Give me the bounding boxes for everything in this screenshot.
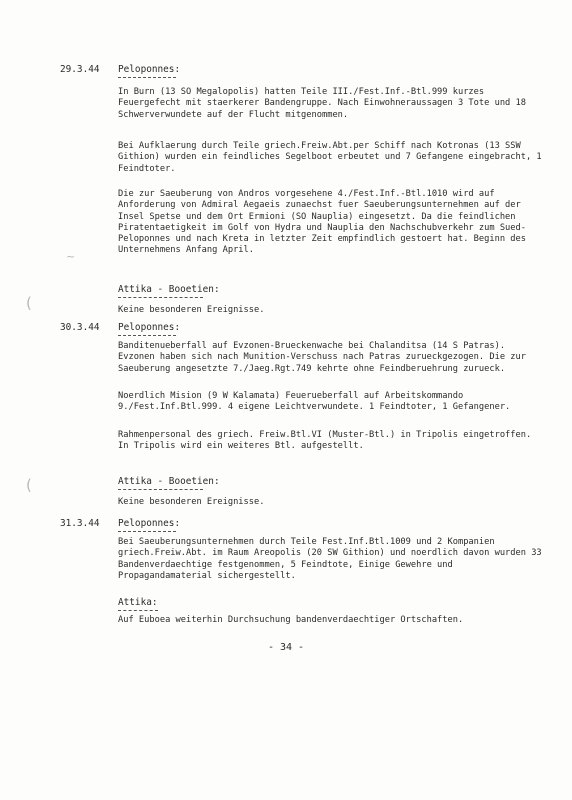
- section-heading: Attika - Booetien:: [118, 476, 220, 487]
- paragraph: Rahmenpersonal des griech. Freiw.Btl.VI (Muster-Btl.) in Tripolis eingetroffen. In Tripolis wird ein weiteres Btl. aufgestellt.: [118, 430, 532, 452]
- heading-underline: [118, 297, 203, 298]
- section-heading: Attika:: [118, 597, 158, 608]
- section-heading: Peloponnes:: [118, 322, 181, 333]
- heading-underline: [118, 335, 176, 336]
- paragraph: Keine besonderen Ereignisse.: [118, 497, 265, 507]
- heading-underline: [118, 531, 176, 532]
- margin-mark: ~: [66, 250, 76, 263]
- entry-date: 31.3.44: [60, 518, 100, 529]
- paragraph: Bei Aufklaerung durch Teile griech.Freiw.Abt.per Schiff nach Kotronas (13 SSW Githion) wurden ein feindliches Segelboot erbeutet und 7 Gefangene eingebracht, 1 Feindtoter.: [118, 141, 542, 174]
- entry-date: 30.3.44: [60, 322, 100, 333]
- section-block: [118, 476, 543, 490]
- section-heading: Peloponnes:: [118, 518, 181, 529]
- heading-underline: [118, 610, 158, 611]
- section-block: [118, 518, 543, 532]
- punch-hole-mark: (: [26, 476, 32, 494]
- paragraph: Bei Saeuberungsunternehmen durch Teile Fest.Inf.Btl.1009 und 2 Kompanien griech.Freiw.Abt. im Raum Areopolis (20 SW Githion) und noerdlich davon wurden 33 Bandenverdaechtige festgenommen, 5 Feindtote, Einige Gewehre und Propagandamaterial sichergestellt.: [118, 537, 542, 581]
- section-block: [118, 64, 543, 78]
- paragraph: Keine besonderen Ereignisse.: [118, 305, 265, 315]
- punch-hole-mark: (: [26, 294, 32, 312]
- heading-underline: [118, 489, 203, 490]
- section-heading: Attika - Booetien:: [118, 284, 220, 295]
- entry-date: 29.3.44: [60, 64, 100, 75]
- page-number: - 34 -: [267, 642, 305, 653]
- paragraph: Die zur Saeuberung von Andros vorgesehene 4./Fest.Inf.-Btl.1010 wird auf Anforderung von Admiral Aegaeis zunaechst fuer Saeuberungsunternehmen auf der Insel Spetse und dem Ort Ermioni (SO Nauplia) eingesetzt. Da die feindlichen Piratentaetigkeit im Golf von Hydra und Nauplia den Nachschubverkehr zum Sued-Peloponnes und nach Kreta in letzter Zeit empfindlich gestoert hat. Beginn des Unternehmens Anfang April.: [118, 189, 526, 256]
- paragraph: Noerdlich Mision (9 W Kalamata) Feuerueberfall auf Arbeitskommando 9./Fest.Inf.Btl.999. 4 eigene Leichtverwundete. 1 Feindtoter, 1 Gefangener.: [118, 391, 511, 413]
- section-heading: Peloponnes:: [118, 64, 181, 75]
- paragraph: Banditenueberfall auf Evzonen-Brueckenwache bei Chalanditsa (14 S Patras). Evzonen haben sich nach Munition-Verschuss nach Patras zurueckgezogen. Die zur Saeuberung angesetzte 7./Jaeg.Rgt.749 kehrte ohne Feindberuehrung zurueck.: [118, 341, 526, 374]
- section-block: [118, 322, 543, 336]
- paragraph: In Burn (13 SO Megalopolis) hatten Teile III./Fest.Inf.-Btl.999 kurzes Feuergefecht mit staerkerer Bandengruppe. Nach Einwohneraussagen 3 Tote und 18 Schwerverwundete auf der Flucht mitgenommen.: [118, 87, 526, 120]
- heading-underline: [118, 77, 176, 78]
- section-block: [118, 597, 543, 611]
- section-block: [118, 284, 543, 298]
- paragraph: Auf Euboea weiterhin Durchsuchung bandenverdaechtiger Ortschaften.: [118, 615, 464, 625]
